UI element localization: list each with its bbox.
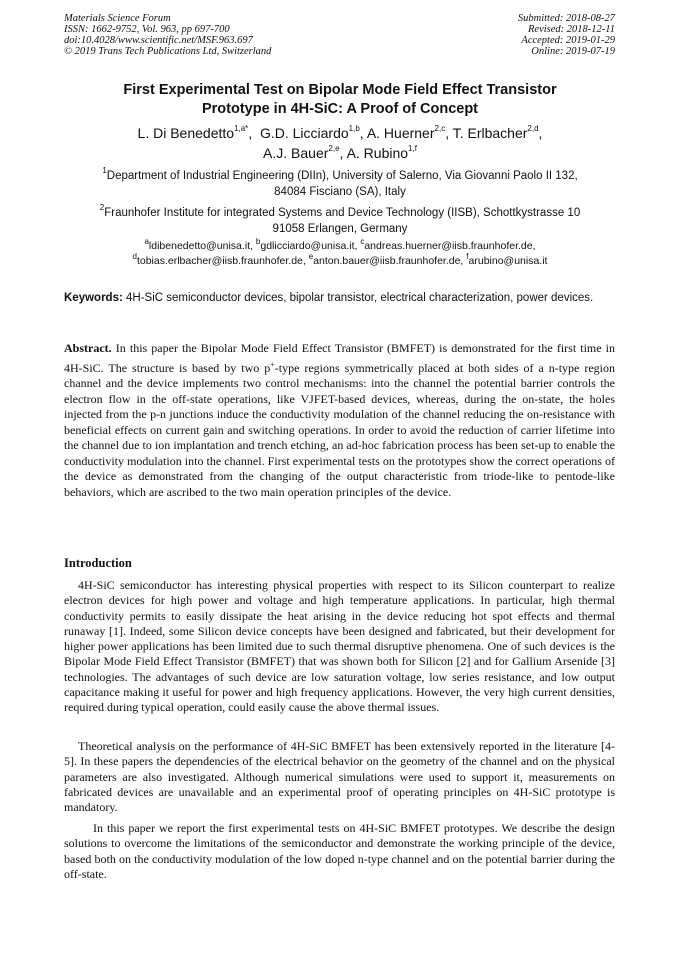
author-sup: 2,c: [434, 124, 446, 134]
author-name: A. Huerner: [366, 125, 435, 141]
journal-name: Materials Science Forum: [64, 13, 171, 24]
author-sup: 1,b: [348, 124, 360, 134]
doi-line[interactable]: doi:10.4028/www.scientific.net/MSF.963.697: [64, 35, 253, 46]
intro-paragraph-3: In this paper we report the first experimental tests on 4H-SiC BMFET prototypes. We describe the design solutions to overcome the limitations of the semiconductor and demonstrate the working principle of the device, based both on the conductivity modulation of the low doped n-type channel and on the potential barrier during the off-state.: [64, 821, 615, 881]
author-name: T. Erlbacher: [452, 125, 528, 141]
email-link[interactable]: andreas.huerner@iisb.fraunhofer.de,: [364, 240, 536, 252]
affiliation-2: [64, 205, 616, 237]
author-sup: 1,f: [408, 144, 417, 154]
accepted-date: Accepted: 2019-01-29: [521, 35, 615, 46]
affiliation-1: [64, 168, 616, 200]
keywords: [64, 291, 616, 306]
affiliation-sup: 2: [99, 203, 105, 213]
abstract: [64, 341, 615, 500]
abstract-text: In this paper the Bipolar Mode Field Effect Transistor (BMFET) is demonstrated for the first time in 4H-SiC. The structure is based by two p: [64, 341, 616, 375]
affiliation-line: Department of Industrial Engineering (DIIn), University of Salerno, Via Giovanni Paolo II 132,: [106, 170, 578, 182]
title-line-1: First Experimental Test on Bipolar Mode Field Effect Transistor: [123, 82, 557, 98]
submitted-date: Submitted: 2018-08-27: [517, 13, 615, 24]
abstract-text: -type regions symmetrically placed at both sides of a n-type region channel and the device implements two control mechanisms: into the channel the potential barrier controls the electron flow in the off-state operations, like VJFET-based devices, whereas, during the on-state, the holes injected from the p-n junctions induce the conductivity modulation of the channel reducing the on-resistance with beneficial effects on current gain and switching operations. In order to avoid the reduction of carrier lifetime into the channel due to ion implantation and trench etching, an ad-hoc fabrication process has been set-up to enable the conductivity modulation into the channel. First experimental tests on the prototypes show the correct operations of the device as demonstrated from the changing of the output characteristic from triode-like to pentode-like behaviors, which are ascribed to the two main operation principles of the device.: [64, 360, 616, 499]
author-name: A. Rubino: [346, 145, 409, 161]
publication-dates: [518, 13, 615, 57]
author-list: [64, 123, 616, 163]
email-link[interactable]: tobias.erlbacher@iisb.fraunhofer.de,: [136, 255, 306, 267]
author-sup: 2,e: [328, 144, 340, 154]
issn-line: ISSN: 1662-9752, Vol. 963, pp 697-700: [64, 24, 230, 35]
intro-paragraph-2: Theoretical analysis on the performance of 4H-SiC BMFET has been extensively reported in the literature [4-5]. In these papers the dependencies of the electrical behavior on the geometry of the channel and on the physical parameters are also investigated. Although numerical simulations were used to support it, measurements on fabricated devices are unavailable and an experimental proof of operating principles on 4H-SiC prototype is mandatory.: [64, 739, 615, 815]
title-line-2: Prototype in 4H-SiC: A Proof of Concept: [201, 101, 479, 117]
intro-paragraph-1: 4H-SiC semiconductor has interesting physical properties with respect to its Silicon counterpart to realize electron devices for high power and voltage and high temperature applications. In particular, high thermal conductivity permits to easily dissipate the heat arising in the device reducing hot spot effects and thermal runaway [1]. Indeed, some Silicon device concepts have been designed and fabricated, but their development for higher power applications has been limited due to such thermal disruptive phenomena. One of such devices is the Bipolar Mode Field Effect Transistor (BMFET) that was shown both for Silicon [2] and for Gallium Arsenide [3] technologies. The advantages of such device are low saturation voltage, low series resistance, and low output capacitance making it useful for power and high frequency applications. However, the very high current densities, required during typical operation, could easily cause the above thermal issues.: [64, 578, 615, 715]
journal-info: [64, 13, 271, 57]
online-date: Online: 2019-07-19: [531, 46, 615, 57]
affiliation-line: Fraunhofer Institute for integrated Systems and Device Technology (IISB), Schottkystrasse 10: [104, 207, 581, 219]
paper-title: [64, 81, 616, 119]
email-link[interactable]: anton.bauer@iisb.fraunhofer.de,: [313, 255, 464, 267]
affiliation-line: 84084 Fisciano (SA), Italy: [274, 186, 406, 198]
author-name: L. Di Benedetto: [137, 125, 235, 141]
affiliation-sup: 1: [102, 166, 107, 176]
keywords-label: Keywords:: [64, 292, 123, 304]
copyright-line: © 2019 Trans Tech Publications Ltd, Switzerland: [64, 46, 272, 57]
author-sup: 1,a*: [234, 124, 249, 134]
revised-date: Revised: 2018-12-11: [528, 24, 615, 35]
email-link[interactable]: gdlicciardo@unisa.it,: [260, 240, 358, 252]
email-link[interactable]: arubino@unisa.it: [468, 255, 548, 267]
author-line-2: A.J. Bauer$^{2,e}$, A. Rubino$^{1,f}$: [263, 144, 417, 161]
email-link[interactable]: ldibenedetto@unisa.it,: [148, 240, 253, 252]
abstract-sup: +: [270, 359, 275, 369]
author-line-1: L. Di Benedetto$^{1,a*}$, G.D. Licciardo$^{1,b}$, A. Huerner$^{2,c}$, T. Erlbacher$^{2,d}$,: [137, 124, 543, 141]
affiliation-line: 91058 Erlangen, Germany: [272, 223, 408, 235]
email-list: $^a$ldibenedetto@unisa.it, $^b$gdlicciardo@unisa.it, $^c$andreas.huerner@iisb.fraunhofer.de, $^d$tobias.erlbacher@iisb.fraunhofer.de, $^e$anton.bauer@iisb.fraunhofer.de, $^f$arubino@unisa.it: [132, 236, 548, 267]
section-heading-introduction: Introduction: [64, 556, 132, 570]
author-name: A.J. Bauer: [263, 145, 329, 161]
abstract-label: Abstract.: [64, 341, 112, 355]
author-sup: 2,d: [527, 124, 539, 134]
author-name: G.D. Licciardo: [259, 125, 349, 141]
keywords-text: 4H-SiC semiconductor devices, bipolar transistor, electrical characterization, power devices.: [126, 292, 594, 304]
